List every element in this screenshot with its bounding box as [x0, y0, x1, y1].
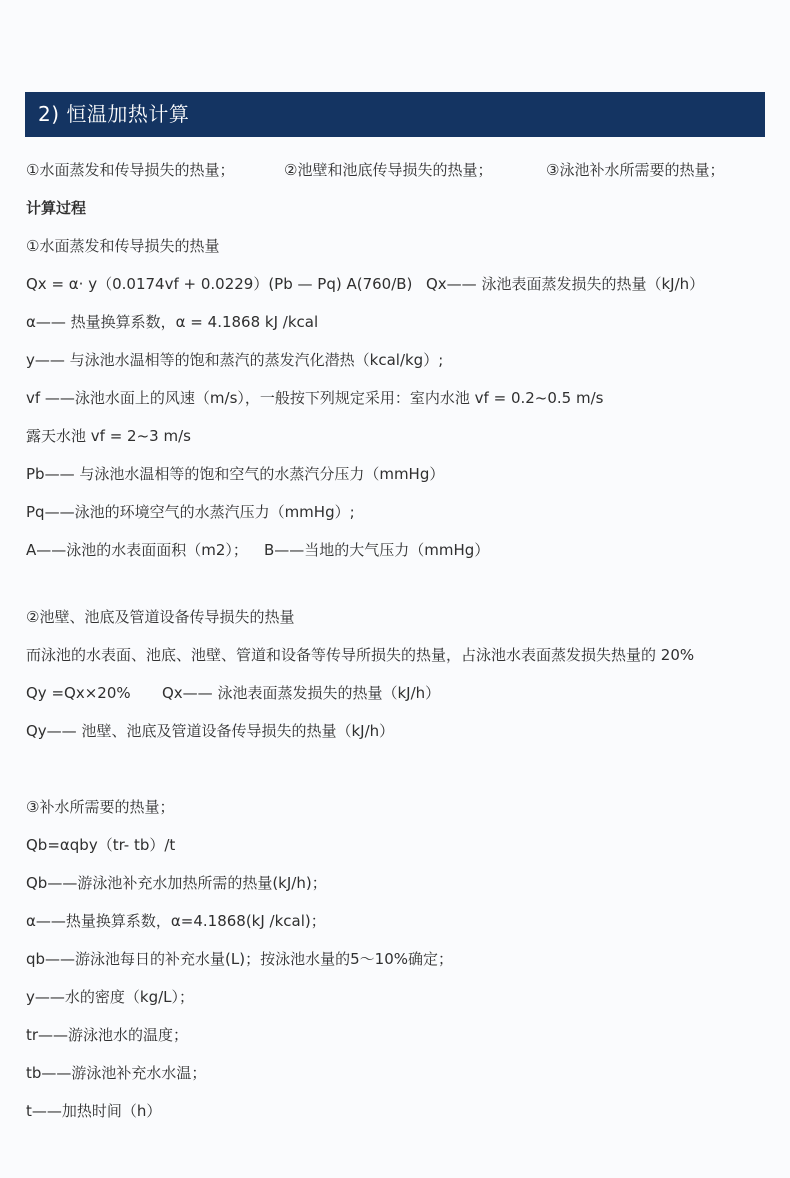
part1-heading: ①水面蒸发和传导损失的热量 — [26, 237, 220, 255]
part2-desc: 而泳池的水表面、池底、池壁、管道和设备等传导所损失的热量，占泳池水表面蒸发损失热量的 20% — [26, 646, 695, 664]
part1-pq: Pq——泳池的环境空气的水蒸汽压力（mmHg）; — [26, 503, 355, 521]
part2-formula: Qy =Qx×20% — [26, 684, 131, 702]
intro-item-2: ②池壁和池底传导损失的热量； — [284, 161, 493, 179]
intro-item-3: ③泳池补水所需要的热量； — [546, 161, 725, 179]
intro-item-1: ①水面蒸发和传导损失的热量； — [26, 161, 235, 179]
part1-vf: vf ——泳池水面上的风速（m/s），一般按下列规定采用：室内水池 vf = 0.2~0.5 m/s — [26, 389, 604, 407]
part1-outdoor: 露天水池 vf = 2~3 m/s — [26, 427, 191, 445]
part3-heading: ③补水所需要的热量； — [26, 798, 175, 816]
part1-ab-line — [26, 540, 766, 560]
part2-qy: Qy—— 池壁、池底及管道设备传导损失的热量（kJ/h） — [26, 722, 395, 740]
part3-y: y——水的密度（kg/L）； — [26, 988, 194, 1006]
part1-formula: Qx = α· y（0.0174vf + 0.0229）(Pb — Pq) A(760/B) — [26, 275, 413, 293]
part3-t: t——加热时间（h） — [26, 1102, 162, 1120]
part1-formula-line — [26, 274, 766, 294]
part3-qb-small: qb——游泳池每日的补充水量(L)；按泳池水量的5～10%确定； — [26, 950, 453, 968]
part1-formula-note: Qx—— 泳池表面蒸发损失的热量（kJ/h） — [426, 275, 705, 293]
part2-formula-line — [26, 683, 766, 703]
part1-b: B——当地的大气压力（mmHg） — [264, 541, 490, 559]
section-title-bar — [25, 92, 765, 137]
section-title: 2) 恒温加热计算 — [38, 102, 190, 126]
part1-y: y—— 与泳池水温相等的饱和蒸汽的蒸发汽化潜热（kcal/kg）; — [26, 351, 444, 369]
part3-qb: Qb——游泳池补充水加热所需的热量(kJ/h)； — [26, 874, 327, 892]
part3-tr: tr——游泳池水的温度； — [26, 1026, 189, 1044]
part1-pb: Pb—— 与泳池水温相等的饱和空气的水蒸汽分压力（mmHg） — [26, 465, 445, 483]
part1-alpha: α—— 热量换算系数，α = 4.1868 kJ /kcal — [26, 313, 319, 331]
part3-alpha: α——热量换算系数，α=4.1868(kJ /kcal)； — [26, 912, 326, 930]
process-heading: 计算过程 — [26, 199, 87, 217]
part1-a: A——泳池的水表面面积（m2）； — [26, 541, 248, 559]
part2-formula-note: Qx—— 泳池表面蒸发损失的热量（kJ/h） — [162, 684, 441, 702]
part3-tb: tb——游泳池补充水水温； — [26, 1064, 207, 1082]
part3-formula: Qb=αqby（tr- tb）/t — [26, 836, 176, 854]
part2-heading: ②池壁、池底及管道设备传导损失的热量 — [26, 608, 295, 626]
intro-line — [26, 160, 766, 180]
